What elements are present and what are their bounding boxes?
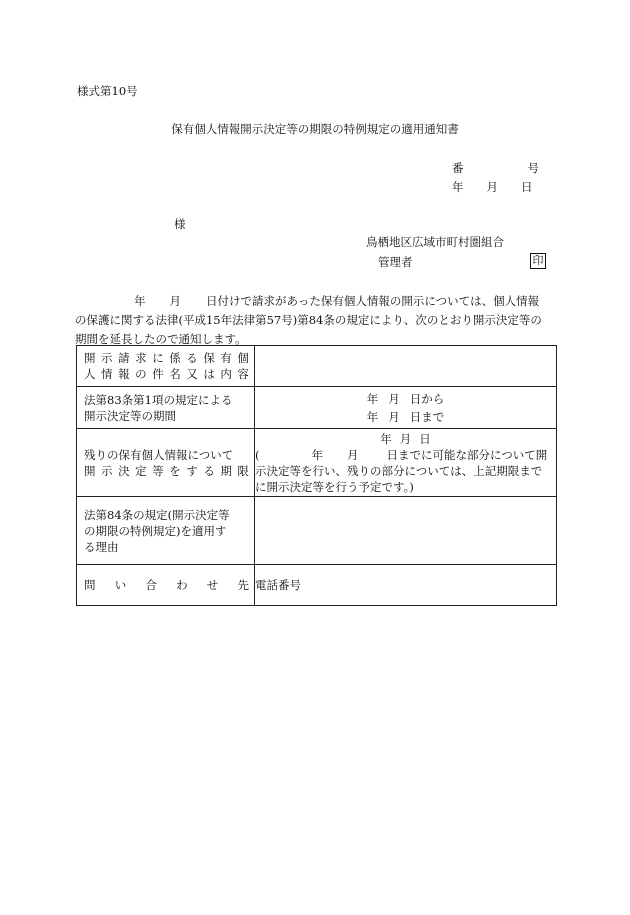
remaining-deadline-value[interactable]: 年 月 日 ( 年 月 日までに可能な部分について開 示決定等を行い、残りの部分については、上記期限まで に開示決定等を行う予定です。) bbox=[255, 429, 557, 497]
body-line1: 日付けで請求があった保有個人情報の開示については、個人情報 bbox=[206, 294, 540, 308]
request-item-label bbox=[77, 346, 255, 387]
issue-date-month: 月 bbox=[486, 180, 498, 194]
document-title: 保有個人情報開示決定等の期限の特例規定の適用通知書 bbox=[171, 122, 459, 136]
table-row-request-item bbox=[77, 346, 557, 387]
phone-label: 電話番号 bbox=[255, 578, 301, 592]
table-row-decision-period bbox=[77, 387, 557, 429]
reason-value[interactable] bbox=[255, 497, 557, 565]
contact-label: 問 い 合 わ せ 先 bbox=[77, 565, 255, 606]
contact-value[interactable] bbox=[255, 565, 557, 606]
decision-period-label: 法第83条第1項の規定による 開示決定等の期間 bbox=[77, 387, 255, 429]
number-suffix: 号 bbox=[527, 161, 539, 175]
table-row-remaining-deadline bbox=[77, 429, 557, 497]
table-row-contact bbox=[77, 565, 557, 606]
remaining-deadline-date: 年 月 日 bbox=[380, 431, 431, 446]
form-number: 様式第10号 bbox=[77, 84, 138, 98]
table-row-reason bbox=[77, 497, 557, 565]
notice-body bbox=[75, 292, 558, 349]
issue-date-line bbox=[452, 182, 533, 194]
request-item-value[interactable] bbox=[255, 346, 557, 387]
body-line3: 期間を延長したので通知します。 bbox=[75, 332, 247, 346]
body-month: 月 bbox=[169, 294, 181, 308]
addressee-suffix: 様 bbox=[174, 217, 186, 231]
seal-mark: 印 bbox=[530, 253, 546, 269]
organization-name: 鳥栖地区広域市町村圏組合 bbox=[366, 235, 504, 249]
label-line: 人 情 報 の 件 名 又 は 内 容 bbox=[84, 367, 249, 381]
issue-date-year: 年 bbox=[452, 180, 464, 194]
notice-table bbox=[76, 345, 557, 606]
document-number-line bbox=[452, 163, 539, 175]
remaining-deadline-label: 残りの保有個人情報について 開 示 決 定 等 を す る 期 限 bbox=[77, 429, 255, 497]
body-year: 年 bbox=[134, 294, 146, 308]
period-from: 年 月 日から bbox=[366, 391, 445, 406]
issue-date-day: 日 bbox=[521, 180, 533, 194]
period-to: 年 月 日まで bbox=[366, 409, 445, 424]
manager-label: 管理者 bbox=[378, 255, 413, 269]
decision-period-value[interactable] bbox=[255, 387, 557, 429]
reason-label: 法第84条の規定(開示決定等 の期限の特例規定)を適用す る理由 bbox=[77, 497, 255, 565]
number-label: 番 bbox=[452, 161, 464, 175]
body-line2: の保護に関する法律(平成15年法律第57号)第84条の規定により、次のとおり開示決定等の bbox=[75, 313, 542, 327]
label-line: 開 示 請 求 に 係 る 保 有 個 bbox=[84, 351, 249, 365]
